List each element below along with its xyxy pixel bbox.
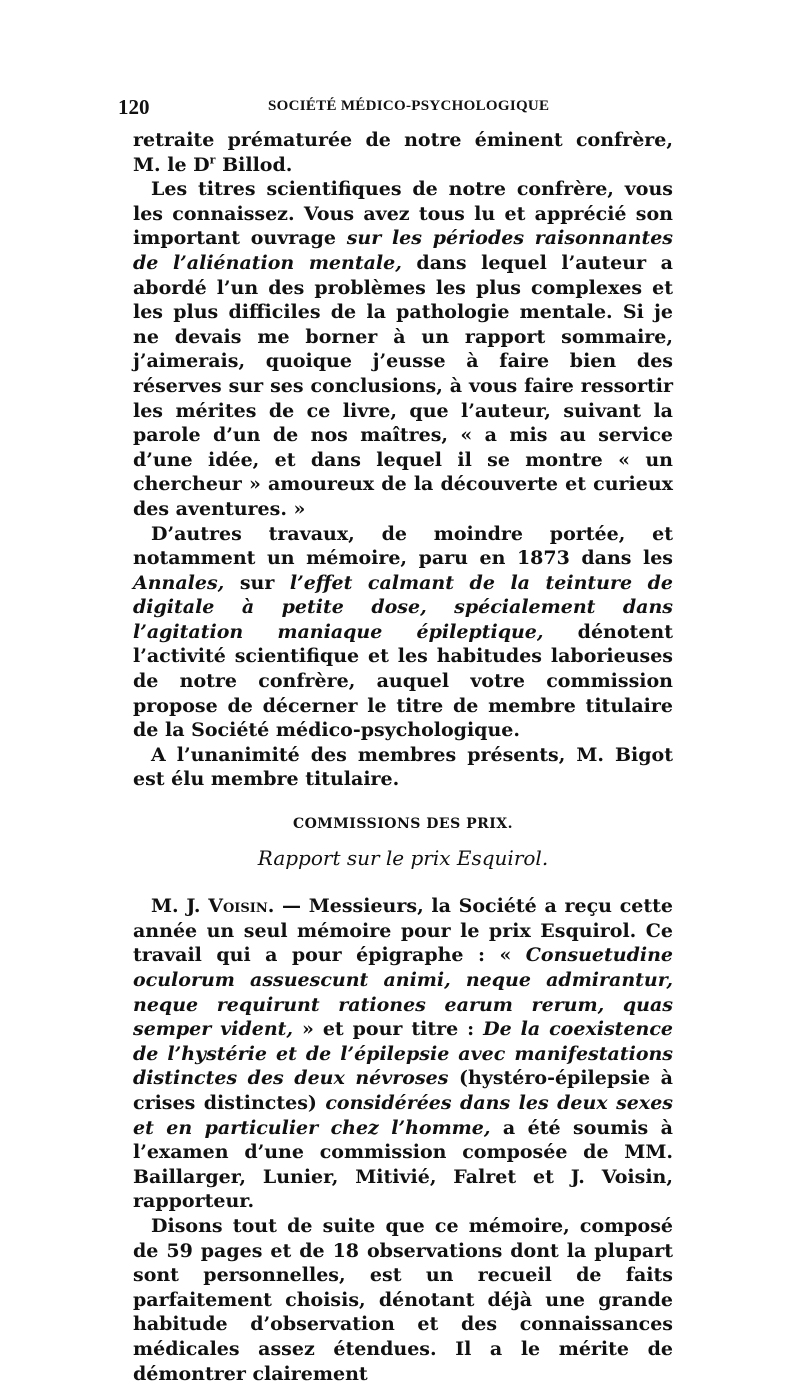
speaker-name: M. J. Voisin. xyxy=(151,895,275,918)
paragraph-5: M. J. Voisin. — Messieurs, la Société a reçu cette année un seul mémoire pour le prix Esquirol. Ce travail qui a pour épigraphe : « Consuetudine oculorum assuescunt animi, neque admirantur, neque requirunt rationes earum rerum, quas semper vident, » et pour titre : De la coexistence de l’hystérie et de l’épilepsie avec manifestations distinctes des deux névroses (hystéro-épilepsie à crises distinctes) considérées dans les deux sexes et en particulier chez l’homme, a été soumis à l’examen d’une commission composée de MM. Baillarger, Lunier, Mitivié, Falret et J. Voisin, rapporteur. xyxy=(133,895,674,1213)
section-heading: COMMISSIONS DES PRIX. xyxy=(292,816,514,833)
paragraph-1: retraite prématurée de notre éminent confrère, M. le $D^r$ Billod. xyxy=(133,129,673,176)
page-number: 120 xyxy=(118,95,150,119)
paragraph-2: Les titres scientifiques de notre confrère, vous les connaissez. Vous avez tous lu et apprécié son important ouvrage sur les périodes raisonnantes de l’aliénation mentale, dans lequel l’auteur a abordé l’un des problèmes les plus complexes et les plus difficiles de la pathologie mentale. Si je ne devais me borner à un rapport sommaire, j’aimerais, quoique j’eusse à faire bien des réserves sur ses conclusions, à vous faire ressortir les mérites de ce livre, que l’auteur, suivant la parole d’un de nos maîtres, « a mis au service d’une idée, et dans lequel il se montre « un chercheur » amoureux de la découverte et curieux des aventures. » xyxy=(133,178,674,520)
page-body xyxy=(133,128,673,1386)
paragraph-6: Disons tout de suite que ce mémoire, composé de 59 pages et de 18 observations dont la plupart sont personnelles, est un recueil de faits parfaitement choisis, dénotant déjà une grande habitude d’observation et des connaissances médicales assez étendues. Il a le mérite de démontrer clairement xyxy=(133,1214,673,1385)
page-header xyxy=(118,95,670,117)
paragraph-4: A l’unanimité des membres présents, M. Bigot est élu membre titulaire. xyxy=(133,743,673,791)
paragraph-3: D’autres travaux, de moindre portée, et notamment un mémoire, paru en 1873 dans les Annales, sur l’effet calmant de la teinture de digitale à petite dose, spécialement dans l’agitation maniaque épileptique, dénotent l’activité scientifique et les habitudes laborieuses de notre confrère, auquel votre commission propose de décerner le titre de membre titulaire de la Société médico-psychologique. xyxy=(133,522,673,742)
section-subheading: Rapport sur le prix Esquirol. xyxy=(257,845,549,870)
running-head: SOCIÉTÉ MÉDICO-PSYCHOLOGIQUE xyxy=(268,98,550,114)
